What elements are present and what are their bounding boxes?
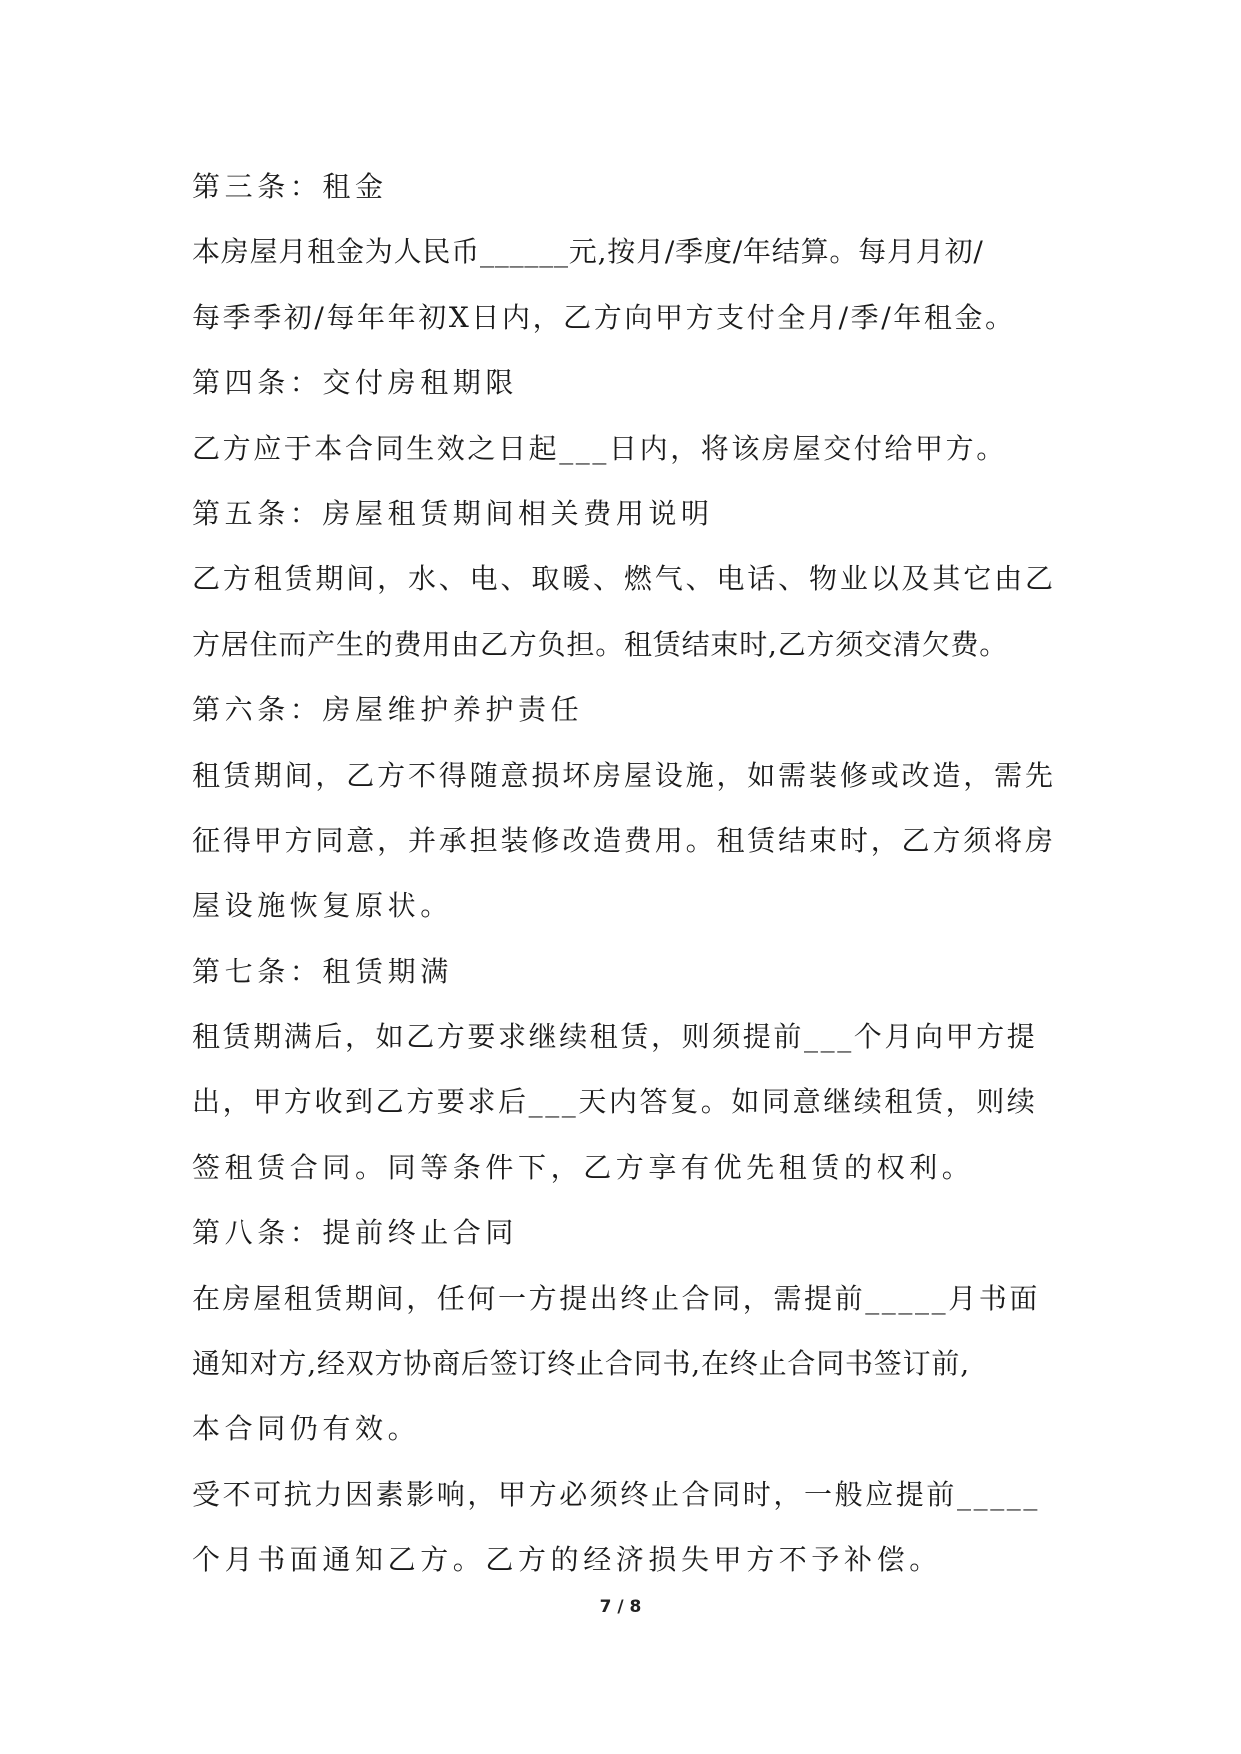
article-6-text-line-2: 征得甲方同意，并承担装修改造费用。租赁结束时，乙方须将房: [192, 823, 1056, 857]
article-8-text-line-3: 本合同仍有效。: [192, 1412, 421, 1446]
article-8-heading: 第八条：提前终止合同: [192, 1216, 519, 1250]
article-8-text-line-4: 受不可抗力因素影响，甲方必须终止合同时，一般应提前_____: [192, 1477, 1041, 1511]
article-6-text-line-3: 屋设施恢复原状。: [192, 889, 453, 923]
article-3-text-line-1: 本房屋月租金为人民币______元,按月/季度/年结算。每月月初/: [192, 235, 984, 269]
article-3-text-line-2: 每季季初/每年年初X日内，乙方向甲方支付全月/季/年租金。: [192, 300, 1016, 334]
article-7-text-line-2: 出，甲方收到乙方要求后___天内答复。如同意继续租赁，则续: [192, 1085, 1038, 1119]
article-8-text-line-5: 个月书面通知乙方。乙方的经济损失甲方不予补偿。: [192, 1543, 942, 1577]
document-body: [192, 154, 1056, 1593]
article-7-text-line-3: 签租赁合同。同等条件下，乙方享有优先租赁的权利。: [192, 1150, 975, 1184]
article-7-text-line-1: 租赁期满后，如乙方要求继续租赁，则须提前___个月向甲方提: [192, 1020, 1038, 1054]
article-8-text-line-2: 通知对方,经双方协商后签订终止合同书,在终止合同书签订前,: [192, 1347, 970, 1381]
article-5-heading: 第五条：房屋租赁期间相关费用说明: [192, 496, 714, 530]
article-5-text-line-2: 方居住而产生的费用由乙方负担。租赁结束时,乙方须交清欠费。: [192, 627, 1009, 661]
article-8-text-line-1: 在房屋租赁期间，任何一方提出终止合同，需提前_____月书面: [192, 1281, 1041, 1315]
page-number: 7 / 8: [599, 1597, 642, 1617]
article-4-heading: 第四条：交付房租期限: [192, 366, 519, 400]
article-3-heading: 第三条：租金: [192, 170, 388, 203]
article-6-text-line-1: 租赁期间，乙方不得随意损坏房屋设施，如需装修或改造，需先: [192, 758, 1056, 792]
article-5-text-line-1: 乙方租赁期间，水、电、取暖、燃气、电话、物业以及其它由乙: [192, 562, 1056, 596]
article-6-heading: 第六条：房屋维护养护责任: [192, 693, 584, 727]
article-4-text-line-1: 乙方应于本合同生效之日起___日内，将该房屋交付给甲方。: [192, 431, 1007, 465]
article-7-heading: 第七条：租赁期满: [192, 954, 453, 988]
